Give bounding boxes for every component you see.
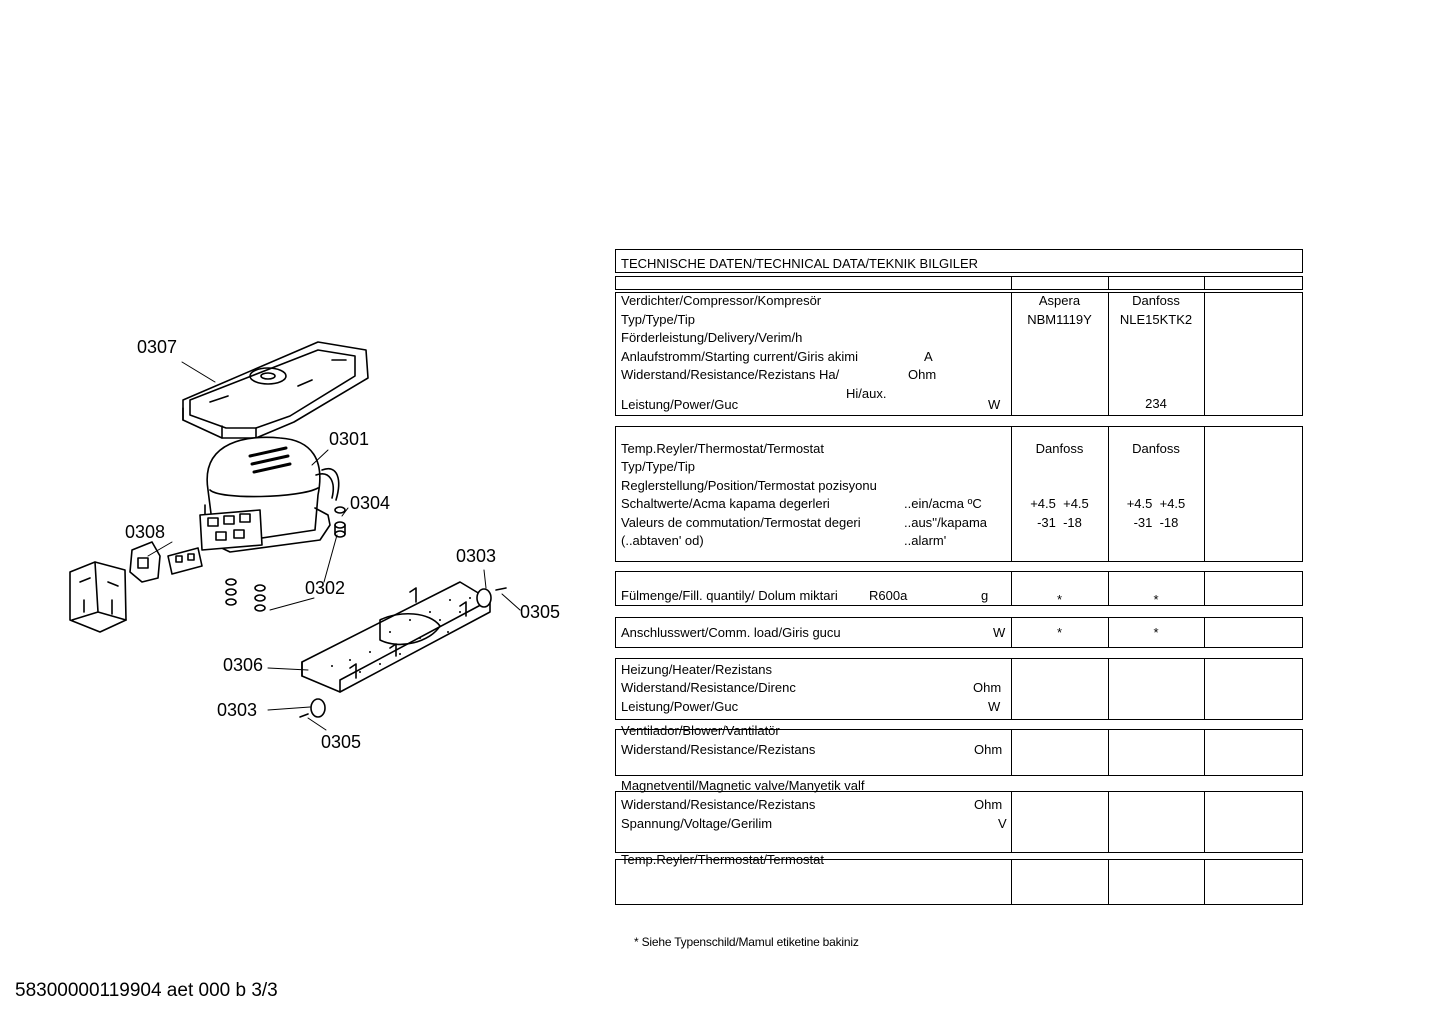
blower-resistance-label: Widerstand/Resistance/Rezistans	[621, 742, 816, 757]
thermostat-col2-aus: -31 -18	[1133, 515, 1179, 530]
base-plate-drawing	[302, 582, 490, 692]
compressor-header: Verdichter/Compressor/Kompresör	[621, 293, 822, 308]
compressor-col2-brand: Danfoss	[1132, 293, 1180, 308]
compressor-type-label: Typ/Type/Tip	[621, 312, 695, 327]
part-label-0305: 0305	[520, 602, 561, 622]
compressor-col2-power: 234	[1145, 396, 1167, 411]
heater-header: Heizung/Heater/Rezistans	[621, 662, 773, 677]
compressor-hi-aux: Hi/aux.	[846, 386, 887, 401]
connection-load-unit: W	[993, 625, 1006, 640]
compressor-col1-type: NBM1119Y	[1027, 312, 1092, 327]
thermostat-col2-brand: Danfoss	[1132, 441, 1180, 456]
thermostat-switch-unit: ..ein/acma ºC	[904, 496, 982, 511]
relay-protector-drawing	[70, 542, 202, 632]
heater-power-unit: W	[988, 699, 1001, 714]
part-label-0308: 0308	[125, 522, 166, 542]
compressor-resistance-label: Widerstand/Resistance/Rezistans Ha/	[621, 367, 840, 382]
thermostat-col1-brand: Danfoss	[1035, 441, 1084, 456]
part-label-0307: 0307	[137, 337, 178, 357]
thermostat-valeurs-unit: ..aus''/kapama	[904, 515, 988, 530]
thermostat-type-label: Typ/Type/Tip	[621, 459, 695, 474]
thermostat-2-header: Temp.Reyler/Thermostat/Termostat	[621, 852, 825, 867]
column-header-row	[615, 276, 1303, 290]
part-label-0303: 0303	[456, 546, 497, 566]
magnetic-valve-resistance-unit: Ohm	[974, 797, 1003, 812]
thermostat-header: Temp.Reyler/Thermostat/Termostat	[621, 441, 825, 456]
fill-quantity-label: Fülmenge/Fill. quantily/ Dolum miktari	[621, 588, 838, 603]
thermostat-abtaven-label: (..abtaven' od)	[621, 533, 704, 548]
fill-col1: *	[1056, 592, 1063, 607]
compressor-starting-current-label: Anlaufstromm/Starting current/Giris akimi	[621, 349, 858, 364]
heater-power-label: Leistung/Power/Guc	[621, 699, 739, 714]
compressor-delivery-label: Förderleistung/Delivery/Verim/h	[621, 330, 803, 345]
fill-unit: g	[981, 588, 989, 603]
thermostat-col1-aus: -31 -18	[1037, 515, 1082, 530]
connection-load-col2: *	[1153, 625, 1159, 640]
magnetic-valve-voltage-unit: V	[998, 816, 1007, 831]
compressor-base-tray-drawing	[183, 342, 368, 438]
compressor-drawing	[200, 437, 339, 552]
part-label-0303: 0303	[217, 700, 258, 720]
compressor-resistance-unit: Ohm	[908, 367, 937, 382]
compressor-power-label: Leistung/Power/Guc	[621, 397, 739, 412]
document-id: 58300000119904 aet 000 b 3/3	[15, 980, 278, 1001]
fill-col2: *	[1153, 592, 1159, 607]
connection-load-label: Anschlusswert/Comm. load/Giris gucu	[621, 625, 841, 640]
blower-header: Ventilador/Blower/Vantilatör	[621, 723, 780, 738]
connection-load-col1: *	[1056, 625, 1063, 640]
part-label-0306: 0306	[223, 655, 264, 675]
compressor-power-unit: W	[988, 397, 1001, 412]
magnetic-valve-voltage-label: Spannung/Voltage/Gerilim	[621, 816, 773, 831]
thermostat-position-label: Reglerstellung/Position/Termostat pozisyonu	[621, 478, 877, 493]
blower-resistance-unit: Ohm	[974, 742, 1003, 757]
part-label-0301: 0301	[329, 429, 370, 449]
magnetic-valve-resistance-label: Widerstand/Resistance/Rezistans	[621, 797, 816, 812]
fill-refrigerant: R600a	[869, 588, 908, 603]
thermostat-col2-ein: +4.5 +4.5	[1126, 496, 1186, 511]
thermostat-abtaven-unit: ..alarm'	[904, 533, 947, 548]
part-label-0302: 0302	[305, 578, 346, 598]
thermostat-col1-ein: +4.5 +4.5	[1030, 496, 1089, 511]
footnote: * Siehe Typenschild/Mamul etiketine bakiniz	[634, 935, 859, 949]
thermostat-valeurs-label: Valeurs de commutation/Termostat degeri	[621, 515, 861, 530]
table-title: TECHNISCHE DATEN/TECHNICAL DATA/TEKNIK BILGILER	[621, 256, 979, 271]
heater-resistance-unit: Ohm	[973, 680, 1002, 695]
thermostat-switch-label: Schaltwerte/Acma kapama degerleri	[621, 496, 830, 511]
heater-resistance-label: Widerstand/Resistance/Direnc	[621, 680, 796, 695]
compressor-starting-unit: A	[924, 349, 933, 364]
compressor-col1-brand: Aspera	[1038, 293, 1081, 308]
part-label-0304: 0304	[350, 493, 391, 513]
compressor-col2-type: NLE15KTK2	[1119, 312, 1193, 327]
magnetic-valve-header: Magnetventil/Magnetic valve/Manyetik valf	[621, 778, 865, 793]
part-label-0305: 0305	[321, 732, 362, 752]
